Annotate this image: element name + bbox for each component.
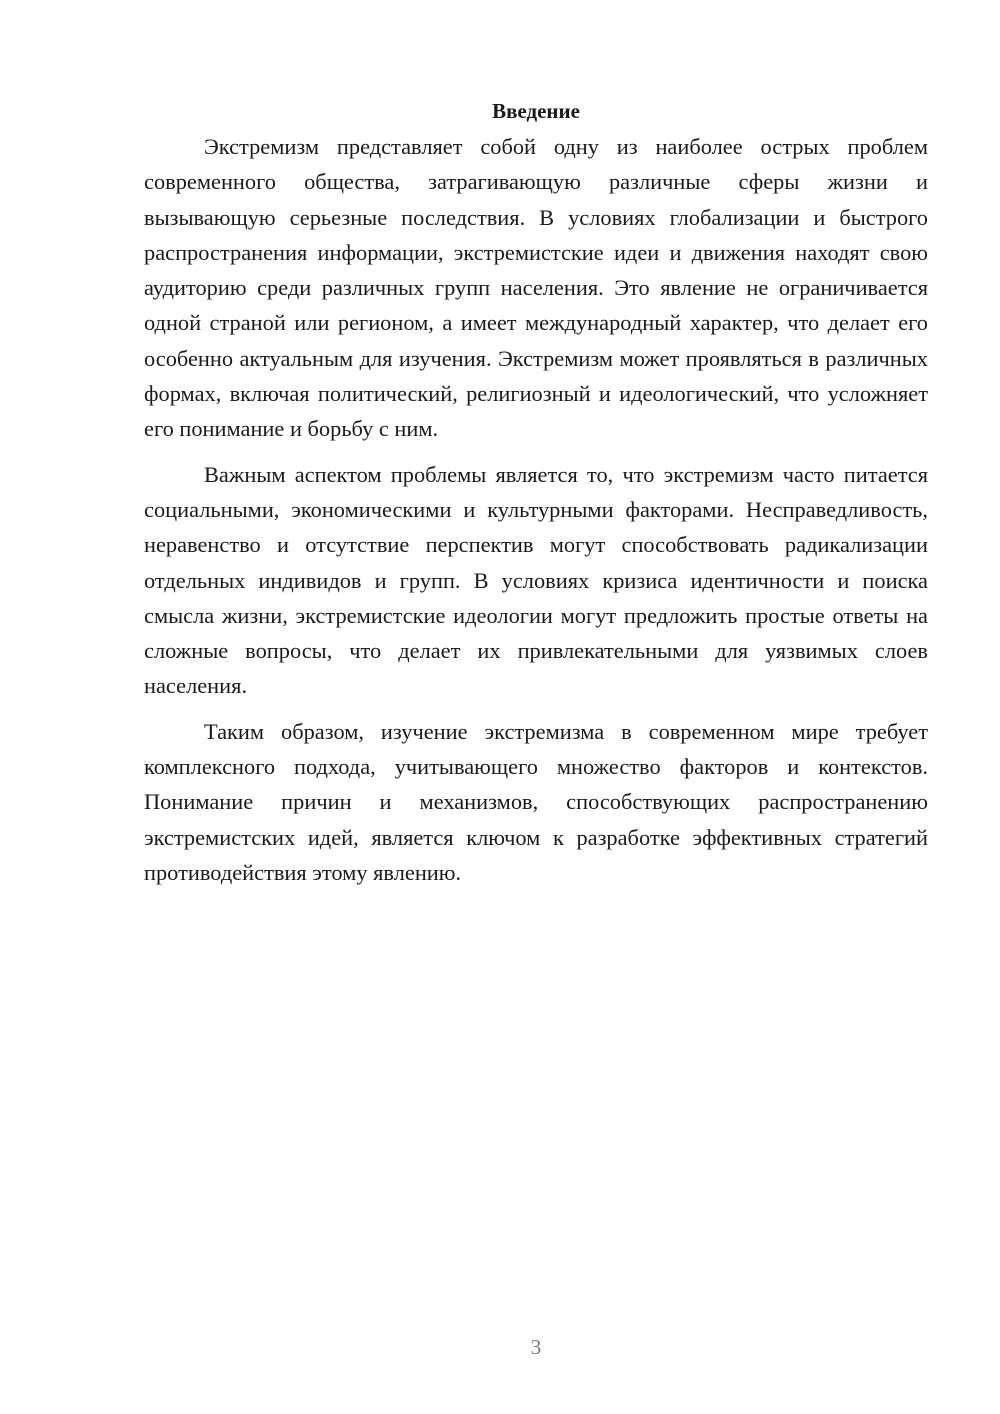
paragraph-3: Таким образом, изучение экстремизма в современном мире требует комплексного подхода, учитывающего множество факторов и контекстов. Понимание причин и механизмов, способствующих распространению экстремистских идей, является ключом к разработке эффективных стратегий противодействия этому явлению. [144, 718, 928, 885]
page-number: 3 [530, 1335, 542, 1359]
paragraph-2: Важным аспектом проблемы является то, что экстремизм часто питается социальными, экономическими и культурными факторами. Несправедливость, неравенство и отсутствие перспектив могут способствовать радикализации отдельных индивидов и групп. В условиях кризиса идентичности и поиска смысла жизни, экстремистские идеологии могут предложить простые ответы на сложные вопросы, что делает их привлекательными для уязвимых слоев населения. [144, 461, 928, 699]
section-heading: Введение [492, 99, 580, 123]
paragraph-1: Экстремизм представляет собой одну из наиболее острых проблем современного общества, затрагивающую различные сферы жизни и вызывающую серьезные последствия. В условиях глобализации и быстрого распространения информации, экстремистские идеи и движения находят свою аудиторию среди различных групп населения. Это явление не ограничивается одной страной или регионом, а имеет международный характер, что делает его особенно актуальным для изучения. Экстремизм может проявляться в различных формах, включая политический, религиозный и идеологический, что усложняет его понимание и борьбу с ним. [144, 134, 928, 442]
page-content [144, 94, 928, 890]
